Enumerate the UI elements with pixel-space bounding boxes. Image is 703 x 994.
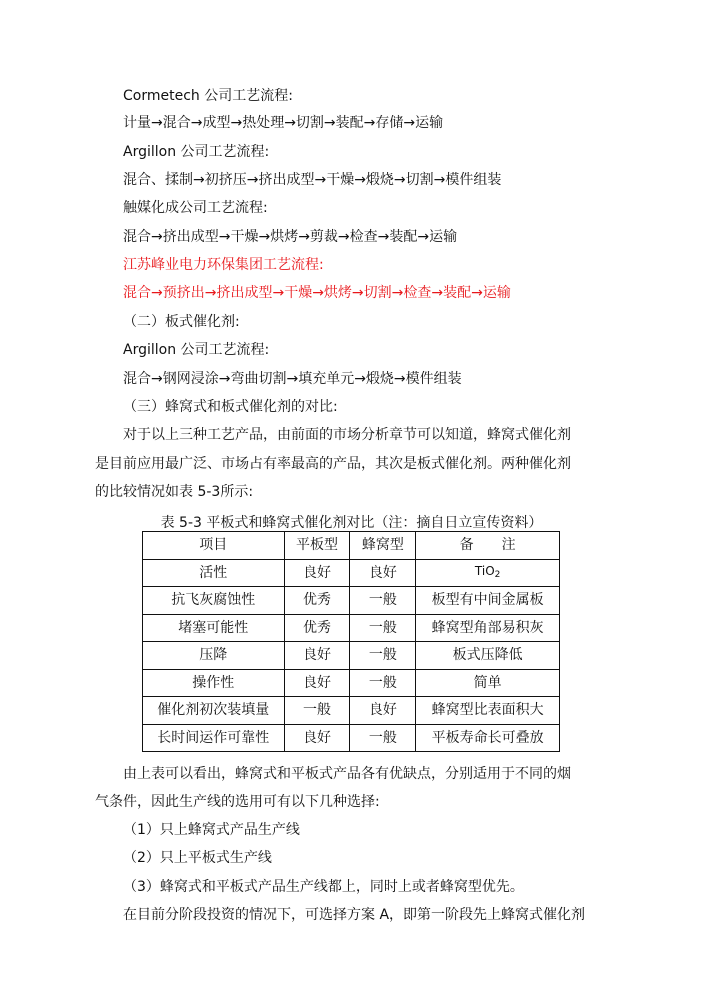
table-row — [143, 724, 560, 752]
table-cell: 板型有中间金属板 — [416, 587, 560, 615]
table-cell: 活性 — [143, 559, 285, 587]
table-cell: 一般 — [350, 614, 416, 642]
argillon-process-flow: 混合、揉制→初挤压→挤出成型→干燥→煅烧→切割→模件组装 — [123, 172, 502, 188]
option-2: （2）只上平板式生产线 — [123, 850, 272, 866]
argillon-plate-flow: 混合→钢网浸涂→弯曲切割→填充单元→煅烧→模件组装 — [123, 371, 462, 387]
argillon-plate-title: Argillon 公司工艺流程: — [123, 342, 270, 358]
comparison-table — [142, 531, 560, 752]
table-row — [143, 587, 560, 615]
catalyst-process-title: 触媒化成公司工艺流程: — [123, 200, 268, 216]
jiangsu-process-flow: 混合→预挤出→挤出成型→干燥→烘烤→切割→检查→装配→运输 — [123, 285, 511, 301]
table-caption: 表 5-3 平板式和蜂窝式催化剂对比（注：摘自日立宣传资料） — [160, 515, 543, 531]
paragraph-1-line-3: 的比较情况如表 5-3所示: — [95, 484, 254, 500]
table-cell: 简单 — [416, 669, 560, 697]
table-cell: 一般 — [350, 724, 416, 752]
table-cell: 一般 — [350, 642, 416, 670]
table-cell: 抗飞灰腐蚀性 — [143, 587, 285, 615]
table-cell: 催化剂初次装填量 — [143, 697, 285, 725]
header-plate: 平板型 — [284, 532, 350, 560]
jiangsu-process-title: 江苏峰业电力环保集团工艺流程: — [123, 257, 324, 273]
comparison-heading: （三）蜂窝式和板式催化剂的对比: — [123, 399, 338, 415]
table-cell: 平板寿命长可叠放 — [416, 724, 560, 752]
table-cell: 一般 — [350, 669, 416, 697]
table-row — [143, 559, 560, 587]
table-cell: 良好 — [284, 669, 350, 697]
table-row — [143, 614, 560, 642]
argillon-process-title: Argillon 公司工艺流程: — [123, 144, 270, 160]
table-cell: 良好 — [350, 697, 416, 725]
table-cell: 良好 — [284, 724, 350, 752]
table-cell: 蜂窝型比表面积大 — [416, 697, 560, 725]
table-row — [143, 697, 560, 725]
table-cell: 一般 — [284, 697, 350, 725]
table-cell: 良好 — [284, 559, 350, 587]
paragraph-2-line-2: 气条件，因此生产线的选用可有以下几种选择: — [95, 794, 380, 810]
paragraph-1-line-1: 对于以上三种工艺产品，由前面的市场分析章节可以知道，蜂窝式催化剂 — [123, 427, 571, 443]
option-3: （3）蜂窝式和平板式产品生产线都上，同时上或者蜂窝型优先。 — [123, 879, 524, 895]
paragraph-1-line-2: 是目前应用最广泛、市场占有率最高的产品，其次是板式催化剂。两种催化剂 — [95, 456, 571, 472]
paragraph-3-line-1: 在目前分阶段投资的情况下，可选择方案 A，即第一阶段先上蜂窝式催化剂 — [123, 907, 586, 923]
tio2-formula: TiO — [474, 563, 495, 578]
table-row — [143, 669, 560, 697]
table-row — [143, 642, 560, 670]
header-item: 项目 — [143, 532, 285, 560]
table-cell: 堵塞可能性 — [143, 614, 285, 642]
header-honeycomb: 蜂窝型 — [350, 532, 416, 560]
table-cell: 优秀 — [284, 587, 350, 615]
table-cell — [416, 559, 560, 587]
table-cell: 良好 — [284, 642, 350, 670]
paragraph-2-line-1: 由上表可以看出，蜂窝式和平板式产品各有优缺点，分别适用于不同的烟 — [123, 766, 571, 782]
table-cell: 良好 — [350, 559, 416, 587]
cormetech-process-title: Cormetech 公司工艺流程: — [123, 88, 293, 104]
catalyst-process-flow: 混合→挤出成型→干燥→烘烤→剪裁→检查→装配→运输 — [123, 229, 458, 245]
table-header-row — [143, 532, 560, 560]
table-cell: 压降 — [143, 642, 285, 670]
table-cell: 板式压降低 — [416, 642, 560, 670]
cormetech-process-flow: 计量→混合→成型→热处理→切割→装配→存储→运输 — [123, 115, 444, 131]
plate-catalyst-heading: （二）板式催化剂: — [123, 314, 240, 330]
option-1: （1）只上蜂窝式产品生产线 — [123, 822, 300, 838]
table-cell: 优秀 — [284, 614, 350, 642]
table-cell: 蜂窝型角部易积灰 — [416, 614, 560, 642]
tio2-subscript: 2 — [494, 569, 501, 580]
table-cell: 操作性 — [143, 669, 285, 697]
table-cell: 长时间运作可靠性 — [143, 724, 285, 752]
header-remarks: 备 注 — [416, 532, 560, 560]
table-cell: 一般 — [350, 587, 416, 615]
